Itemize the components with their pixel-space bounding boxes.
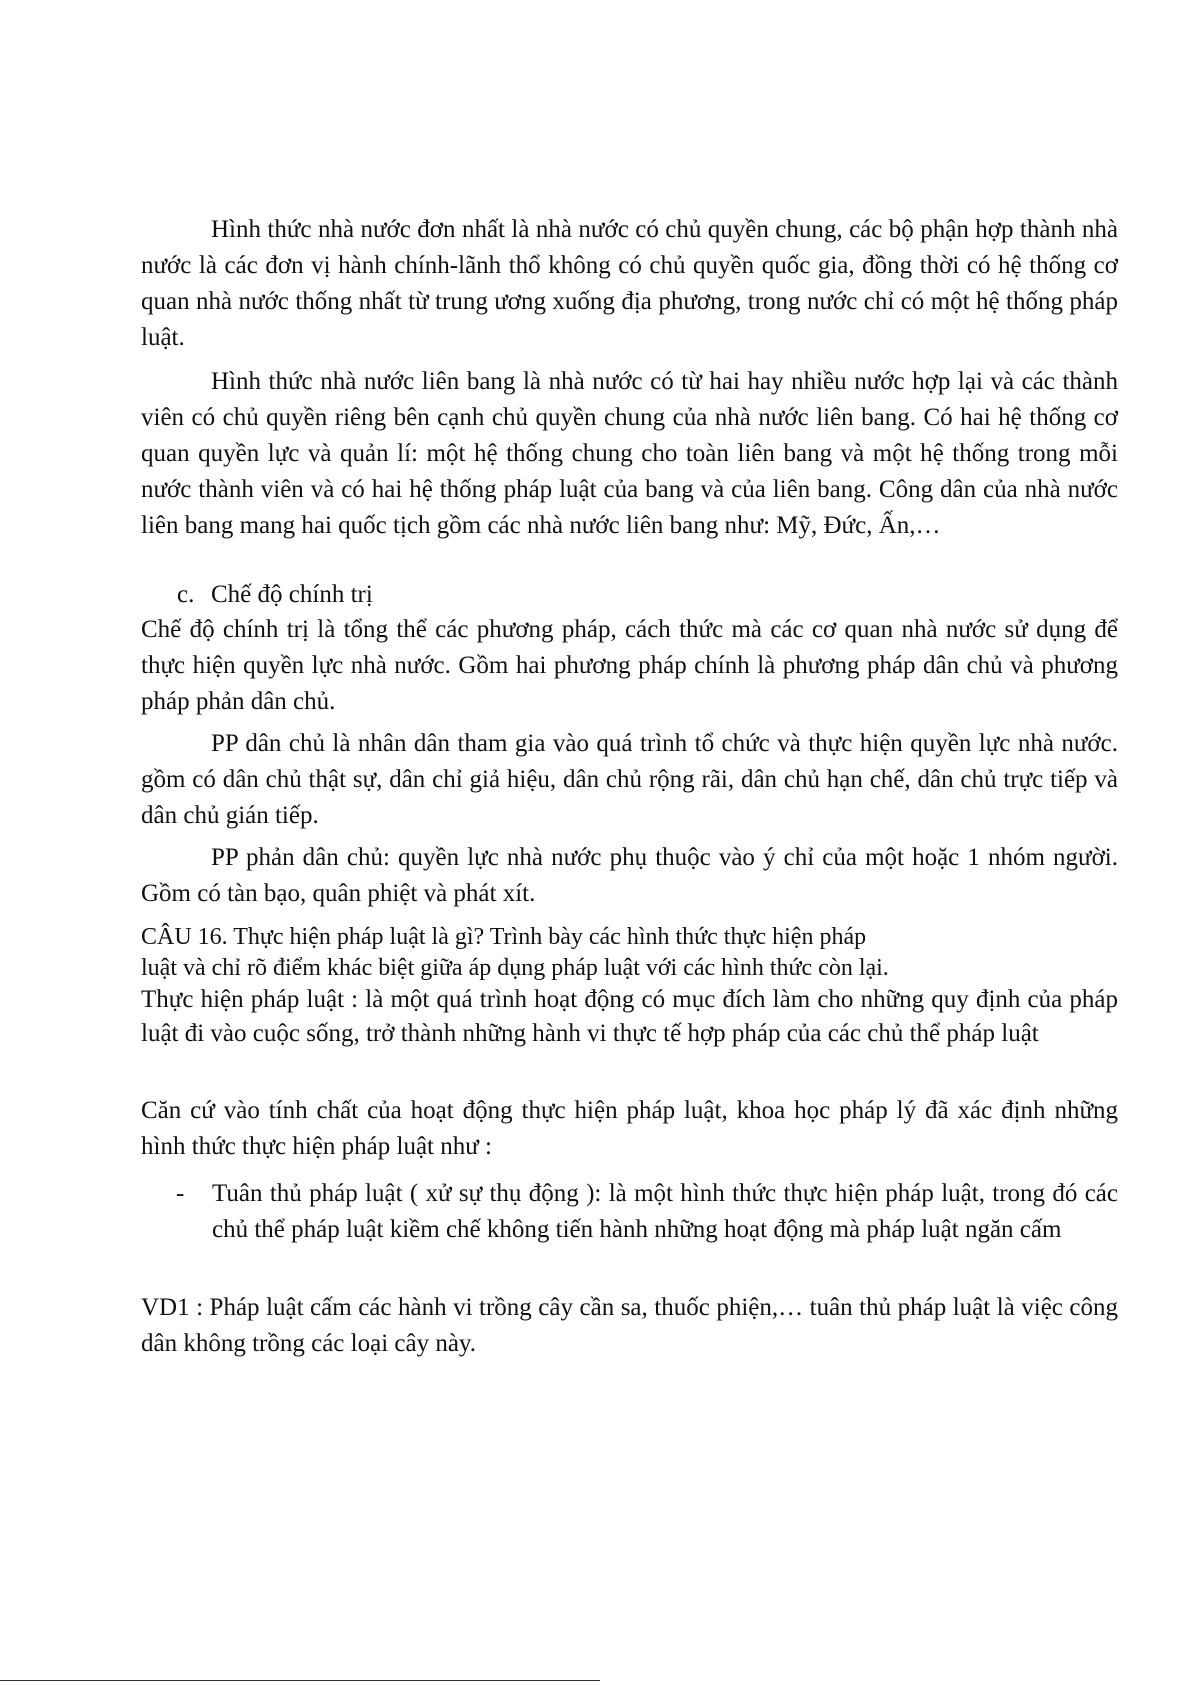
paragraph-forms-intro: Căn cứ vào tính chất của hoạt động thực hiện pháp luật, khoa học pháp lý đã xác định những hình thức thực hiện pháp luật như : <box>141 1097 1118 1160</box>
paragraph-anti-democratic-method: PP phản dân chủ: quyền lực nhà nước phụ thuộc vào ý chỉ của một hoặc 1 nhóm người. Gồm có tàn bạo, quân phiệt và phát xít. <box>141 844 1118 907</box>
bullet-item-compliance <box>141 1176 1118 1248</box>
section-title: Chế độ chính trị <box>211 581 373 608</box>
paragraph-political-regime-definition: Chế độ chính trị là tổng thể các phương pháp, cách thức mà các cơ quan nhà nước sử dụng để thực hiện quyền lực nhà nước. Gồm hai phương pháp chính là phương pháp dân chủ và phương pháp phản dân chủ. <box>141 616 1118 715</box>
paragraph-unitary-state: Hình thức nhà nước đơn nhất là nhà nước có chủ quyền chung, các bộ phận hợp thành nhà nước là các đơn vị hành chính-lãnh thổ không có chủ quyền quốc gia, đồng thời có hệ thống cơ quan nhà nước thống nhất từ trung ương xuống địa phương, trong nước chỉ có một hệ thống pháp luật. <box>141 216 1118 351</box>
bullet-text: Tuân thủ pháp luật ( xử sự thụ động ): là một hình thức thực hiện pháp luật, trong đó các chủ thể pháp luật kiềm chế không tiến hành những hoạt động mà pháp luật ngăn cấm <box>212 1180 1118 1243</box>
section-marker: c. <box>177 581 195 608</box>
paragraph-federal-state: Hình thức nhà nước liên bang là nhà nước có từ hai hay nhiều nước hợp lại và các thành viên có chủ quyền riêng bên cạnh chủ quyền chung của nhà nước liên bang. Có hai hệ thống cơ quan quyền lực và quản lí: một hệ thống chung cho toàn liên bang và một hệ thống trong mỗi nước thành viên và có hai hệ thống pháp luật của bang và của liên bang. Công dân của nhà nước liên bang mang hai quốc tịch gồm các nhà nước liên bang như: Mỹ, Đức, Ấn,… <box>141 368 1118 539</box>
section-heading-political-regime <box>177 577 373 613</box>
bullet-dash: - <box>176 1180 185 1207</box>
question-16-line-1: CÂU 16. Thực hiện pháp luật là gì? Trình bày các hình thức thực hiện pháp <box>141 924 867 950</box>
question-16-heading <box>141 922 1118 984</box>
footer-divider <box>0 1680 600 1681</box>
paragraph-example-1: VD1 : Pháp luật cấm các hành vi trồng cây cần sa, thuốc phiện,… tuân thủ pháp luật là việc công dân không trồng các loại cây này. <box>141 1294 1118 1357</box>
paragraph-law-implementation-definition: Thực hiện pháp luật : là một quá trình hoạt động có mục đích làm cho những quy định của pháp luật đi vào cuộc sống, trở thành những hành vi thực tế hợp pháp của các chủ thể pháp luật <box>141 986 1118 1047</box>
paragraph-democratic-method: PP dân chủ là nhân dân tham gia vào quá trình tổ chức và thực hiện quyền lực nhà nước. gồm có dân chủ thật sự, dân chỉ giả hiệu, dân chủ rộng rãi, dân chủ hạn chế, dân chủ trực tiếp và dân chủ gián tiếp. <box>141 730 1118 829</box>
question-16-line-2: luật và chỉ rõ điểm khác biệt giữa áp dụng pháp luật với các hình thức còn lại. <box>141 955 889 981</box>
